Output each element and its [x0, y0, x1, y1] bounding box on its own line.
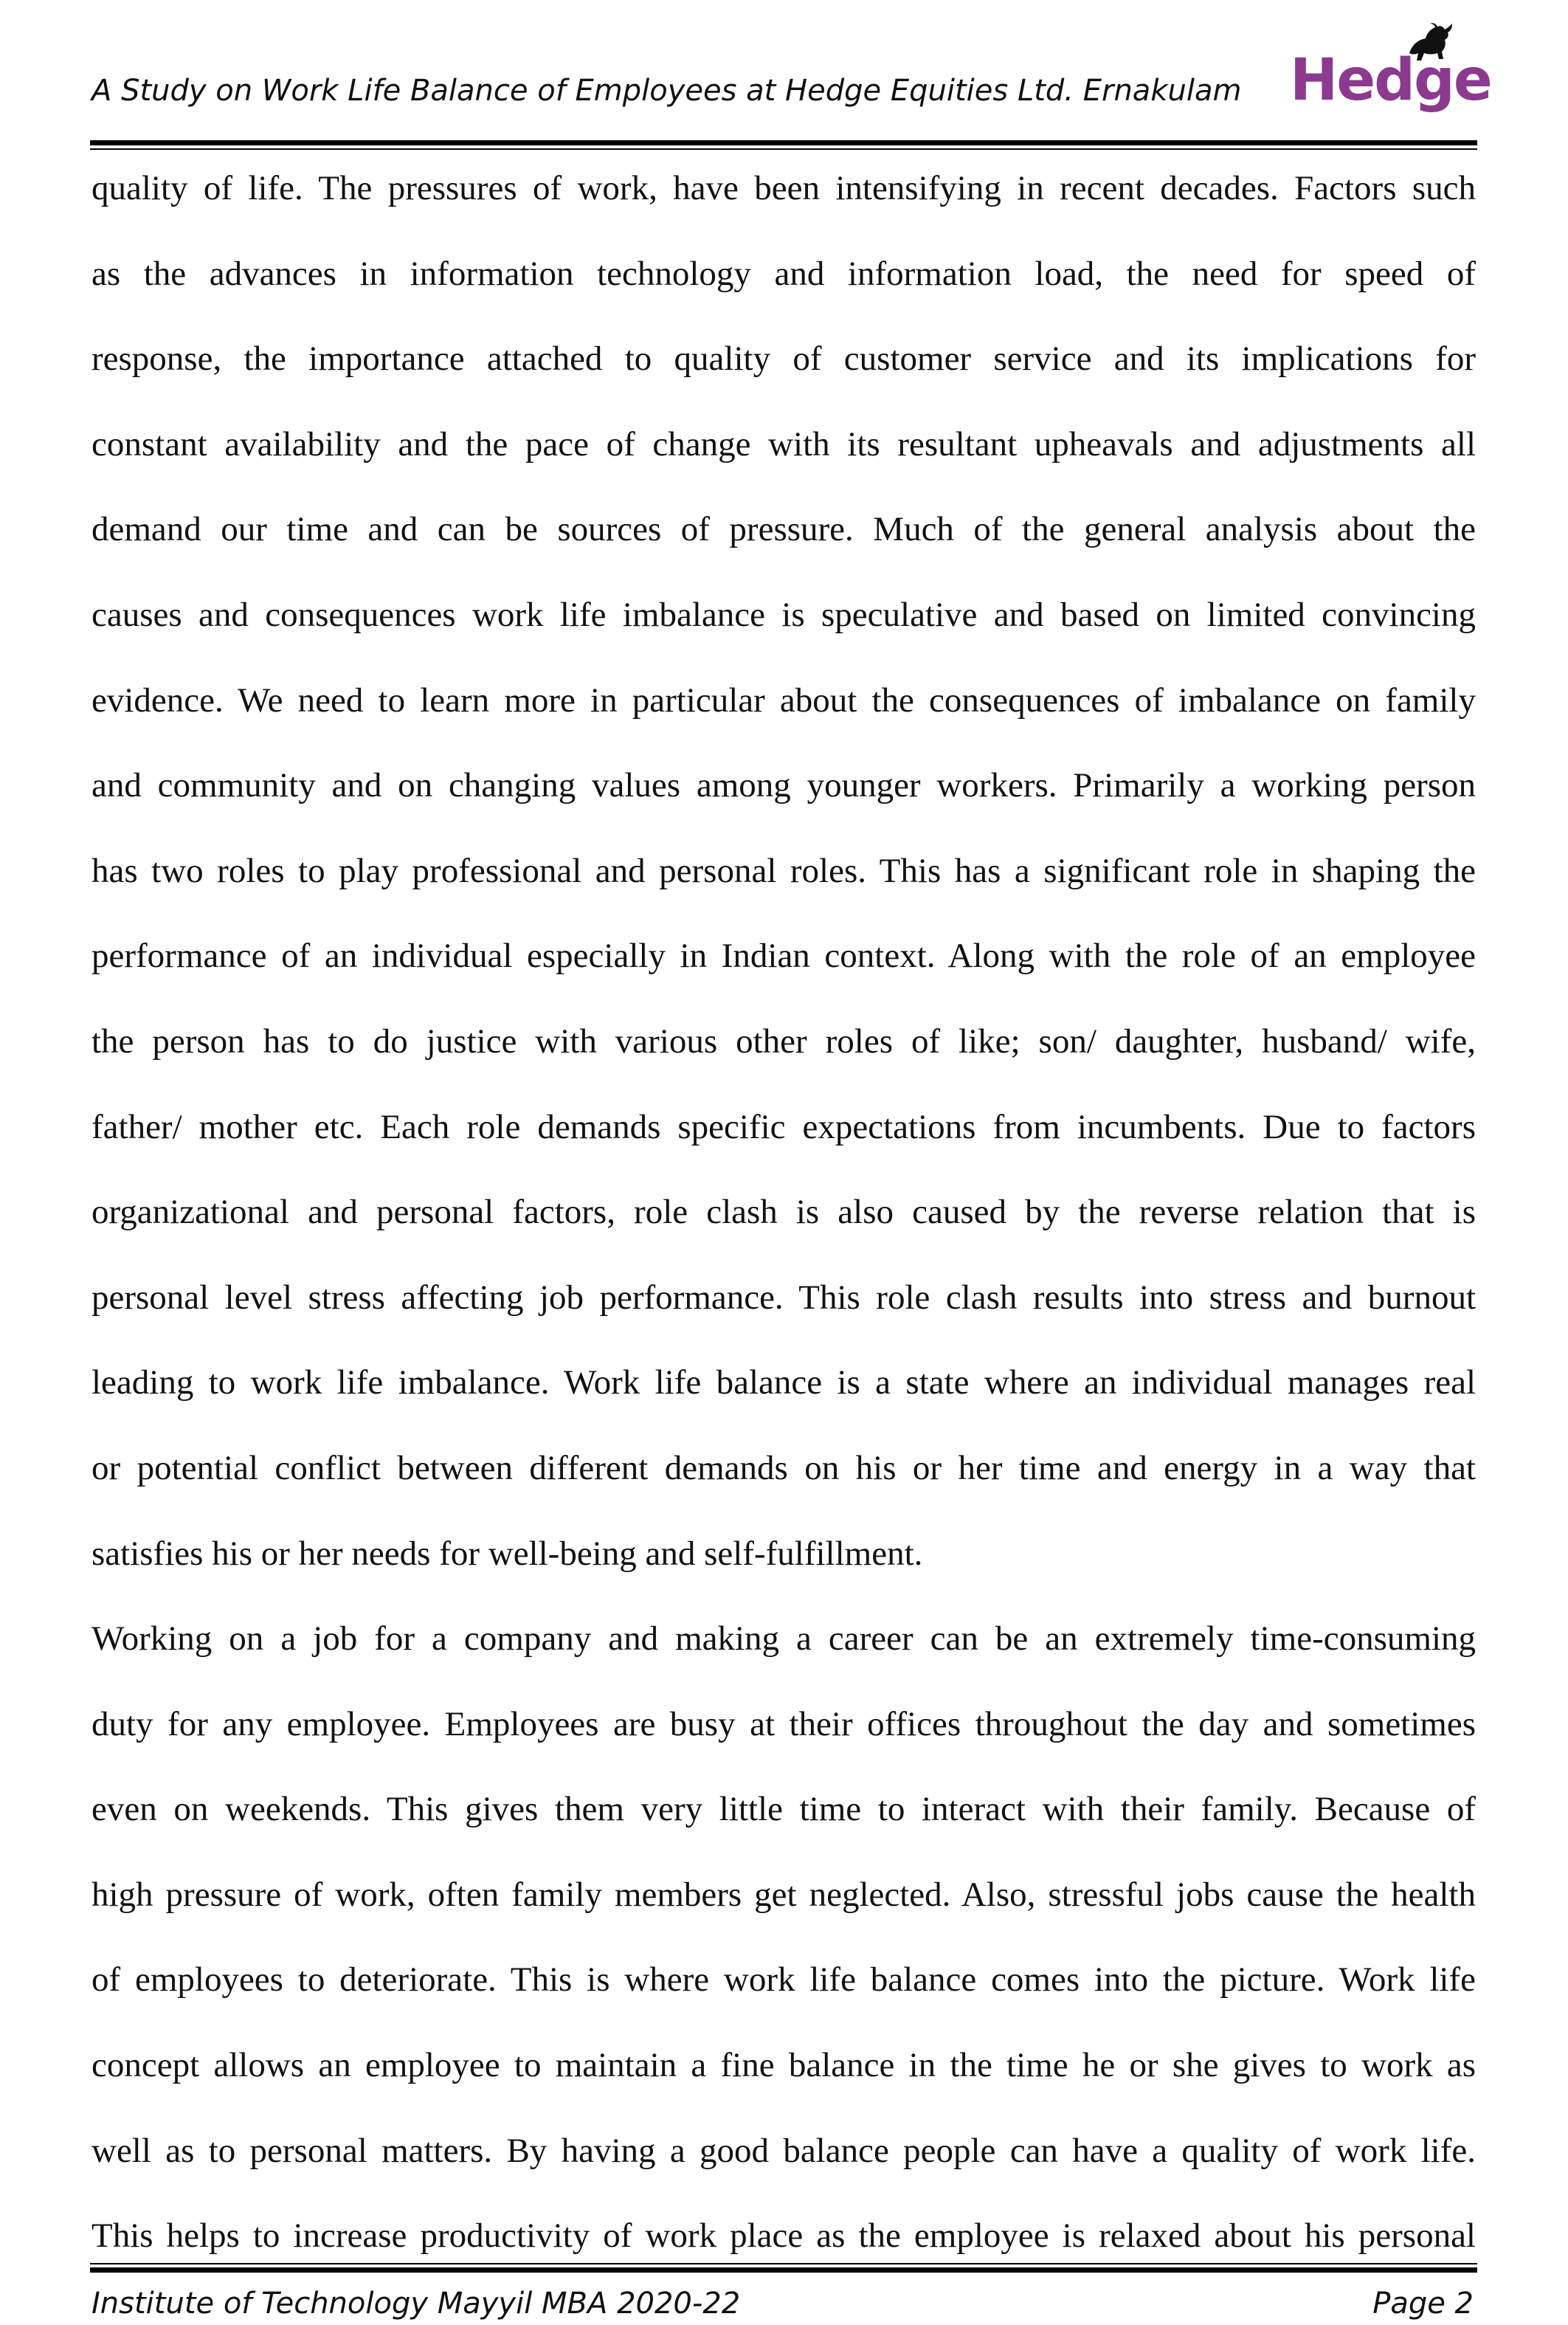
text-line: performance of an individual especially in Indian context. Along with the role of an employee [91, 937, 1476, 976]
text-line: constant availability and the pace of change with its resultant upheavals and adjustments all [91, 424, 1476, 464]
header-rule-thick [90, 140, 1477, 145]
paragraph-end-line: satisfies his or her needs for well-being and self-fulfillment. [91, 1534, 923, 1573]
text-line: Working on a job for a company and making a career can be an extremely time-consuming [91, 1619, 1476, 1658]
text-line: concept allows an employee to maintain a fine balance in the time he or she gives to work as [91, 2046, 1476, 2085]
body-text [91, 146, 1476, 2279]
footer-institute: Institute of Technology Mayyil MBA 2020-22 [91, 2287, 741, 2321]
text-line: demand our time and can be sources of pressure. Much of the general analysis about the [91, 510, 1476, 549]
text-line: leading to work life imbalance. Work life balance is a state where an individual manages real [91, 1363, 1476, 1402]
text-line: and community and on changing values among younger workers. Primarily a working person [91, 766, 1476, 805]
text-line: causes and consequences work life imbalance is speculative and based on limited convincing [91, 595, 1476, 634]
text-line: the person has to do justice with various other roles of like; son/ daughter, husband/ wife, [91, 1022, 1476, 1061]
text-line: personal level stress affecting job performance. This role clash results into stress and burnout [91, 1278, 1476, 1317]
text-line: This helps to increase productivity of work place as the employee is relaxed about his personal [91, 2216, 1476, 2256]
text-line: father/ mother etc. Each role demands specific expectations from incumbents. Due to factors [91, 1107, 1476, 1146]
footer-rule-thin [90, 2263, 1477, 2264]
text-line: of employees to deteriorate. This is where work life balance comes into the picture. Work life [91, 1960, 1476, 2000]
text-line: or potential conflict between different demands on his or her time and energy in a way that [91, 1448, 1476, 1487]
hedge-logo [1290, 22, 1491, 114]
text-line: well as to personal matters. By having a good balance people can have a quality of work life. [91, 2131, 1476, 2170]
text-line: response, the importance attached to quality of customer service and its implications for [91, 340, 1476, 379]
text-line: high pressure of work, often family members get neglected. Also, stressful jobs cause the health [91, 1875, 1476, 1914]
logo-wordmark: Hedge [1290, 47, 1491, 114]
text-line: as the advances in information technology and information load, the need for speed of [91, 254, 1476, 293]
text-line: even on weekends. This gives them very little time to interact with their family. Because of [91, 1790, 1476, 1829]
text-line: organizational and personal factors, role clash is also caused by the reverse relation that is [91, 1193, 1476, 1232]
text-line: duty for any employee. Employees are busy at their offices throughout the day and sometimes [91, 1704, 1476, 1743]
text-line: has two roles to play professional and personal roles. This has a significant role in shaping the [91, 851, 1476, 890]
running-header-title: A Study on Work Life Balance of Employees at Hedge Equities Ltd. Ernakulam [91, 74, 1242, 108]
text-line: evidence. We need to learn more in particular about the consequences of imbalance on family [91, 681, 1476, 720]
text-line: quality of life. The pressures of work, have been intensifying in recent decades. Factors such [91, 169, 1476, 207]
page-number: Page 2 [1372, 2287, 1474, 2321]
footer-rule-thick [90, 2267, 1477, 2273]
